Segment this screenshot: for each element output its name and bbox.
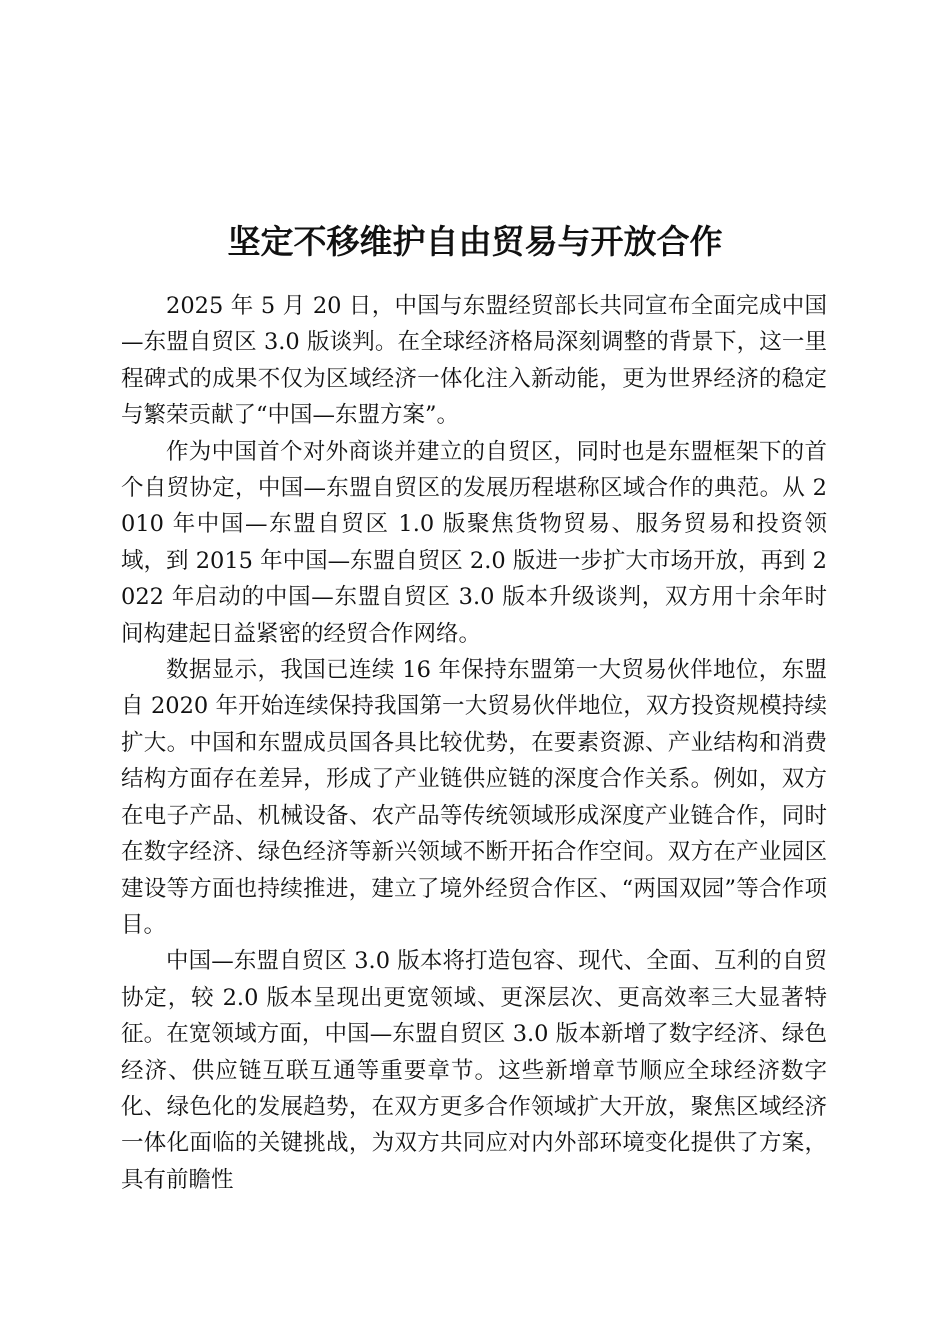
paragraph-1: 2025 年 5 月 20 日，中国与东盟经贸部长共同宣布全面完成中国—东盟自贸区 3.0 版谈判。在全球经济格局深刻调整的背景下，这一里程碑式的成果不仅为区域经济一体化注入新动能，更为世界经济的稳定与繁荣贡献了“中国—东盟方案”。 [121,293,827,429]
paragraph-3: 数据显示，我国已连续 16 年保持东盟第一大贸易伙伴地位，东盟自 2020 年开始连续保持我国第一大贸易伙伴地位，双方投资规模持续扩大。中国和东盟成员国各具比较优势，在要素资源、产业结构和消费结构方面存在差异，形成了产业链供应链的深度合作关系。例如，双方在电子产品、机械设备、农产品等传统领域形成深度产业链合作，同时在数字经济、绿色经济等新兴领域不断开拓合作空间。双方在产业园区建设等方面也持续推进，建立了境外经贸合作区、“两国双园”等合作项目。 [121,657,827,938]
document-title: 坚定不移维护自由贸易与开放合作 [227,222,723,262]
paragraph-2: 作为中国首个对外商谈并建立的自贸区，同时也是东盟框架下的首个自贸协定，中国—东盟自贸区的发展历程堪称区域合作的典范。从 2010 年中国—东盟自贸区 1.0 版聚焦货物贸易、服务贸易和投资领域，到 2015 年中国—东盟自贸区 2.0 版进一步扩大市场开放，再到 2022 年启动的中国—东盟自贸区 3.0 版本升级谈判，双方用十余年时间构建起日益紧密的经贸合作网络。 [121,438,827,647]
paragraph-4: 中国—东盟自贸区 3.0 版本将打造包容、现代、全面、互利的自贸协定，较 2.0 版本呈现出更宽领域、更深层次、更高效率三大显著特征。在宽领域方面，中国—东盟自贸区 3.0 版本新增了数字经济、绿色经济、供应链互联互通等重要章节。这些新增章节顺应全球经济数字化、绿色化的发展趋势，在双方更多合作领域扩大开放，聚焦区域经济一体化面临的关键挑战，为双方共同应对内外部环境变化提供了方案，具有前瞻性 [121,948,827,1193]
document-body [121,288,827,1198]
